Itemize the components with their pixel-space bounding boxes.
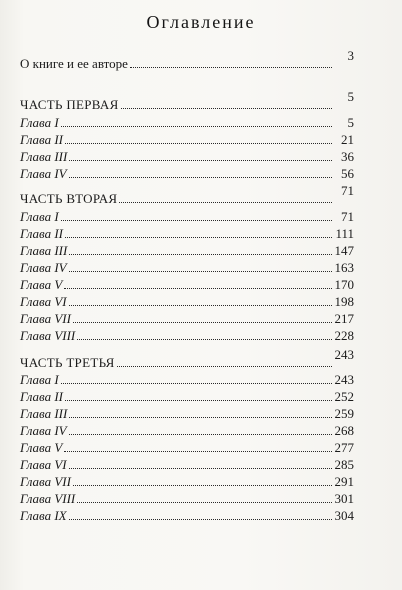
toc-part-1 (20, 89, 354, 112)
toc-page-number: 111 (335, 226, 354, 241)
toc-page-number: 259 (334, 406, 354, 421)
toc-label: О книге и ее авторе (20, 56, 128, 71)
toc-page-number: 71 (341, 209, 354, 224)
toc-chapter-label: Глава VI (20, 457, 67, 472)
toc-page-number: 5 (347, 89, 354, 104)
toc-chapter-3-4 (20, 423, 354, 438)
toc-part-label: ЧАСТЬ ТРЕТЬЯ (20, 355, 115, 370)
toc-page-number: 71 (341, 183, 354, 198)
dot-leader (69, 433, 332, 435)
toc-page-number: 301 (334, 491, 354, 506)
dot-leader (64, 450, 332, 452)
toc-chapter-label: Глава VII (20, 474, 71, 489)
dot-leader (69, 176, 332, 178)
toc-chapter-label: Глава III (20, 406, 68, 421)
toc-chapter-label: Глава VII (20, 311, 71, 326)
dot-leader (61, 125, 332, 127)
dot-leader (121, 107, 332, 109)
dot-leader (69, 467, 332, 469)
toc-page-number: 3 (347, 48, 354, 63)
dot-leader (69, 518, 332, 520)
toc-chapter-1-1 (20, 115, 354, 130)
toc-chapter-3-5 (20, 440, 354, 455)
toc-chapter-1-4 (20, 166, 354, 181)
toc-chapter-label: Глава IV (20, 423, 67, 438)
toc-page-number: 170 (334, 277, 354, 292)
toc-chapter-2-8 (20, 328, 354, 343)
dot-leader (77, 501, 332, 503)
toc-chapter-label: Глава III (20, 149, 68, 164)
toc-chapter-label: Глава V (20, 277, 63, 292)
toc-chapter-3-9 (20, 508, 354, 523)
toc-chapter-3-8 (20, 491, 354, 506)
toc-chapter-label: Глава IV (20, 166, 67, 181)
toc-chapter-label: Глава I (20, 372, 59, 387)
page-title: Оглавление (146, 12, 256, 32)
toc-chapter-label: Глава II (20, 132, 63, 147)
toc-part-label: ЧАСТЬ ПЕРВАЯ (20, 97, 119, 112)
toc-chapter-3-1 (20, 372, 354, 387)
toc-page-number: 147 (334, 243, 354, 258)
toc-page-number: 291 (334, 474, 354, 489)
toc-chapter-2-1 (20, 209, 354, 224)
toc-chapter-1-2 (20, 132, 354, 147)
toc-entry-intro (20, 48, 354, 71)
toc-chapter-label: Глава VI (20, 294, 67, 309)
toc-page-number: 163 (334, 260, 354, 275)
toc-page-number: 285 (334, 457, 354, 472)
toc-chapter-label: Глава II (20, 226, 63, 241)
dot-leader (117, 365, 332, 367)
toc-part-label: ЧАСТЬ ВТОРАЯ (20, 191, 118, 206)
dot-leader (77, 338, 332, 340)
dot-leader (64, 287, 332, 289)
toc-chapter-2-6 (20, 294, 354, 309)
toc-chapter-3-2 (20, 389, 354, 404)
dot-leader (65, 236, 332, 238)
toc-page-number: 268 (334, 423, 354, 438)
dot-leader (73, 484, 332, 486)
toc-chapter-2-2 (20, 226, 354, 241)
toc-chapter-2-3 (20, 243, 354, 258)
dot-leader (61, 382, 332, 384)
toc-chapter-label: Глава II (20, 389, 63, 404)
toc-chapter-label: Глава VIII (20, 328, 76, 343)
dot-leader (69, 304, 332, 306)
toc-chapter-label: Глава IV (20, 260, 67, 275)
dot-leader (130, 66, 332, 68)
toc-page-number: 5 (347, 115, 354, 130)
toc-page-number: 243 (334, 347, 354, 362)
toc-chapter-3-6 (20, 457, 354, 472)
dot-leader (69, 159, 332, 161)
dot-leader (73, 321, 332, 323)
toc-chapter-label: Глава I (20, 209, 59, 224)
toc-chapter-2-5 (20, 277, 354, 292)
toc-chapter-2-4 (20, 260, 354, 275)
toc-chapter-label: Глава V (20, 440, 63, 455)
dot-leader (119, 201, 332, 203)
dot-leader (61, 219, 332, 221)
toc-chapter-label: Глава I (20, 115, 59, 130)
dot-leader (65, 399, 332, 401)
toc-page-number: 243 (334, 372, 354, 387)
toc-chapter-1-3 (20, 149, 354, 164)
toc-chapter-label: Глава VIII (20, 491, 76, 506)
toc-page-number: 228 (334, 328, 354, 343)
toc-chapter-label: Глава IX (20, 508, 67, 523)
toc-page-number: 217 (334, 311, 354, 326)
dot-leader (65, 142, 332, 144)
dot-leader (69, 270, 332, 272)
toc-page-number: 56 (341, 166, 354, 181)
toc-page-number: 21 (341, 132, 354, 147)
toc-part-2 (20, 183, 354, 206)
dot-leader (69, 253, 332, 255)
toc-part-3 (20, 347, 354, 370)
toc-page-number: 304 (334, 508, 354, 523)
toc-page-number: 36 (341, 149, 354, 164)
dot-leader (69, 416, 332, 418)
toc-page-number: 198 (334, 294, 354, 309)
toc-chapter-3-7 (20, 474, 354, 489)
toc-page-number: 252 (334, 389, 354, 404)
toc-page-number: 277 (334, 440, 354, 455)
toc-chapter-label: Глава III (20, 243, 68, 258)
toc-chapter-3-3 (20, 406, 354, 421)
toc-chapter-2-7 (20, 311, 354, 326)
